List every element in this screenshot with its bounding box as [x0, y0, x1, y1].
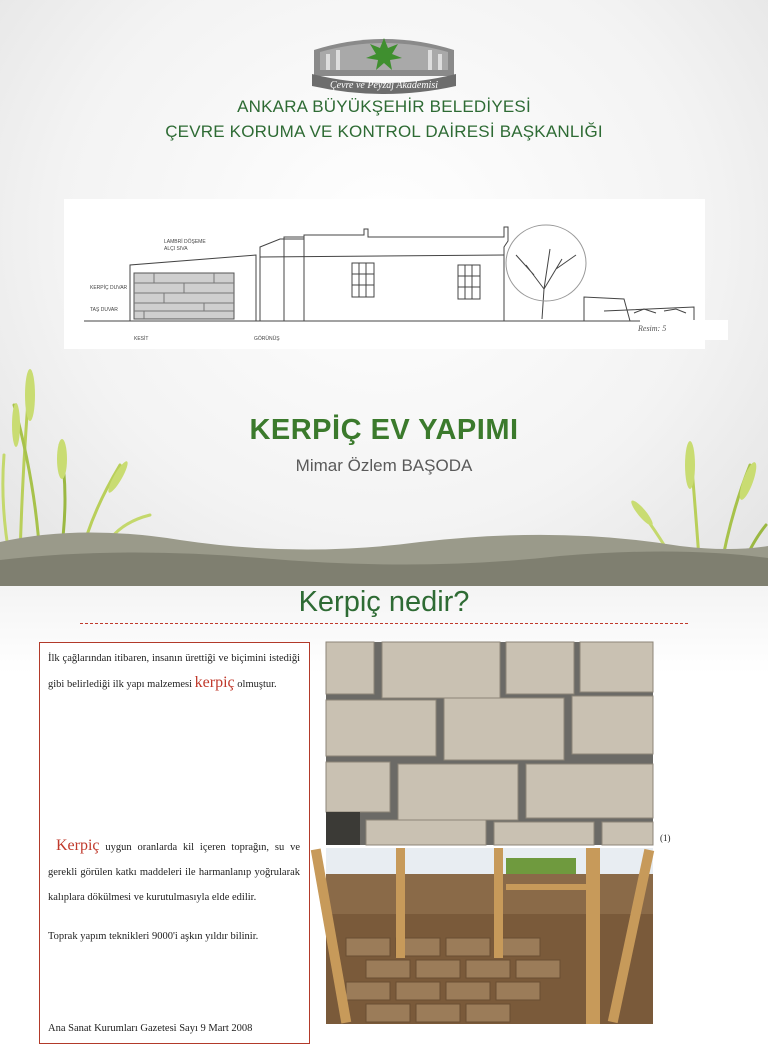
adobe-construction-photo [326, 848, 653, 1024]
hills-decoration [0, 506, 768, 586]
highlight-kerpic: kerpiç [194, 674, 235, 691]
presentation-author: Mimar Özlem BAŞODA [295, 456, 473, 475]
adobe-bricks-photo [326, 642, 653, 845]
label-stone-wall: TAŞ DUVAR [90, 307, 118, 313]
academy-logo [306, 30, 462, 94]
department-name: ÇEVRE KORUMA VE KONTROL DAİRESİ BAŞKANLIĞI [165, 122, 603, 141]
paragraph-source: Ana Sanat Kurumları Gazetesi Sayı 9 Mart 2008 [48, 1023, 253, 1034]
paragraph-origin-text: İlk çağlarından itibaren, insanın ürettiği ve biçimini istediği gibi belirlediği ilk yapı malzemesi [48, 653, 300, 690]
paragraph-origin [48, 647, 300, 697]
paragraph-definition-text: uygun oranlarda kil içeren toprağın, su ve gerekli görülen katkı maddeleri ile harmanlanıp yoğrularak kalıplara dökülmesi ve kurutulmasıyla elde edilir. [48, 842, 300, 903]
photo-caption: (1) [660, 833, 671, 843]
paragraph-origin-tail: olmuştur. [234, 679, 277, 690]
organization-name: ANKARA BÜYÜKŞEHİR BELEDİYESİ [237, 97, 531, 116]
label-plaster: ALÇI SIVA [164, 246, 188, 252]
text-box [39, 642, 310, 1044]
content-slide [0, 586, 768, 1034]
label-view: GÖRÜNÜŞ [254, 336, 280, 342]
paragraph-history: Toprak yapım teknikleri 9000'i aşkın yıldır bilinir. [48, 931, 259, 942]
label-floor: LAMBRİ DÖŞEME [164, 239, 206, 245]
presentation-title: KERPİÇ EV YAPIMI [249, 414, 519, 446]
label-adobe-wall: KERPİÇ DUVAR [90, 285, 128, 291]
slide-heading: Kerpiç nedir? [298, 586, 470, 618]
paragraph-definition [48, 833, 300, 910]
figure-caption: Resim: 5 [638, 324, 667, 333]
logo-text: Çevre ve Peyzaj Akademisi [329, 80, 439, 91]
label-section: KESİT [134, 336, 149, 342]
heading-divider [80, 623, 688, 624]
highlight-kerpic-definition: Kerpiç [56, 837, 100, 854]
house-elevation-drawing [64, 199, 705, 349]
